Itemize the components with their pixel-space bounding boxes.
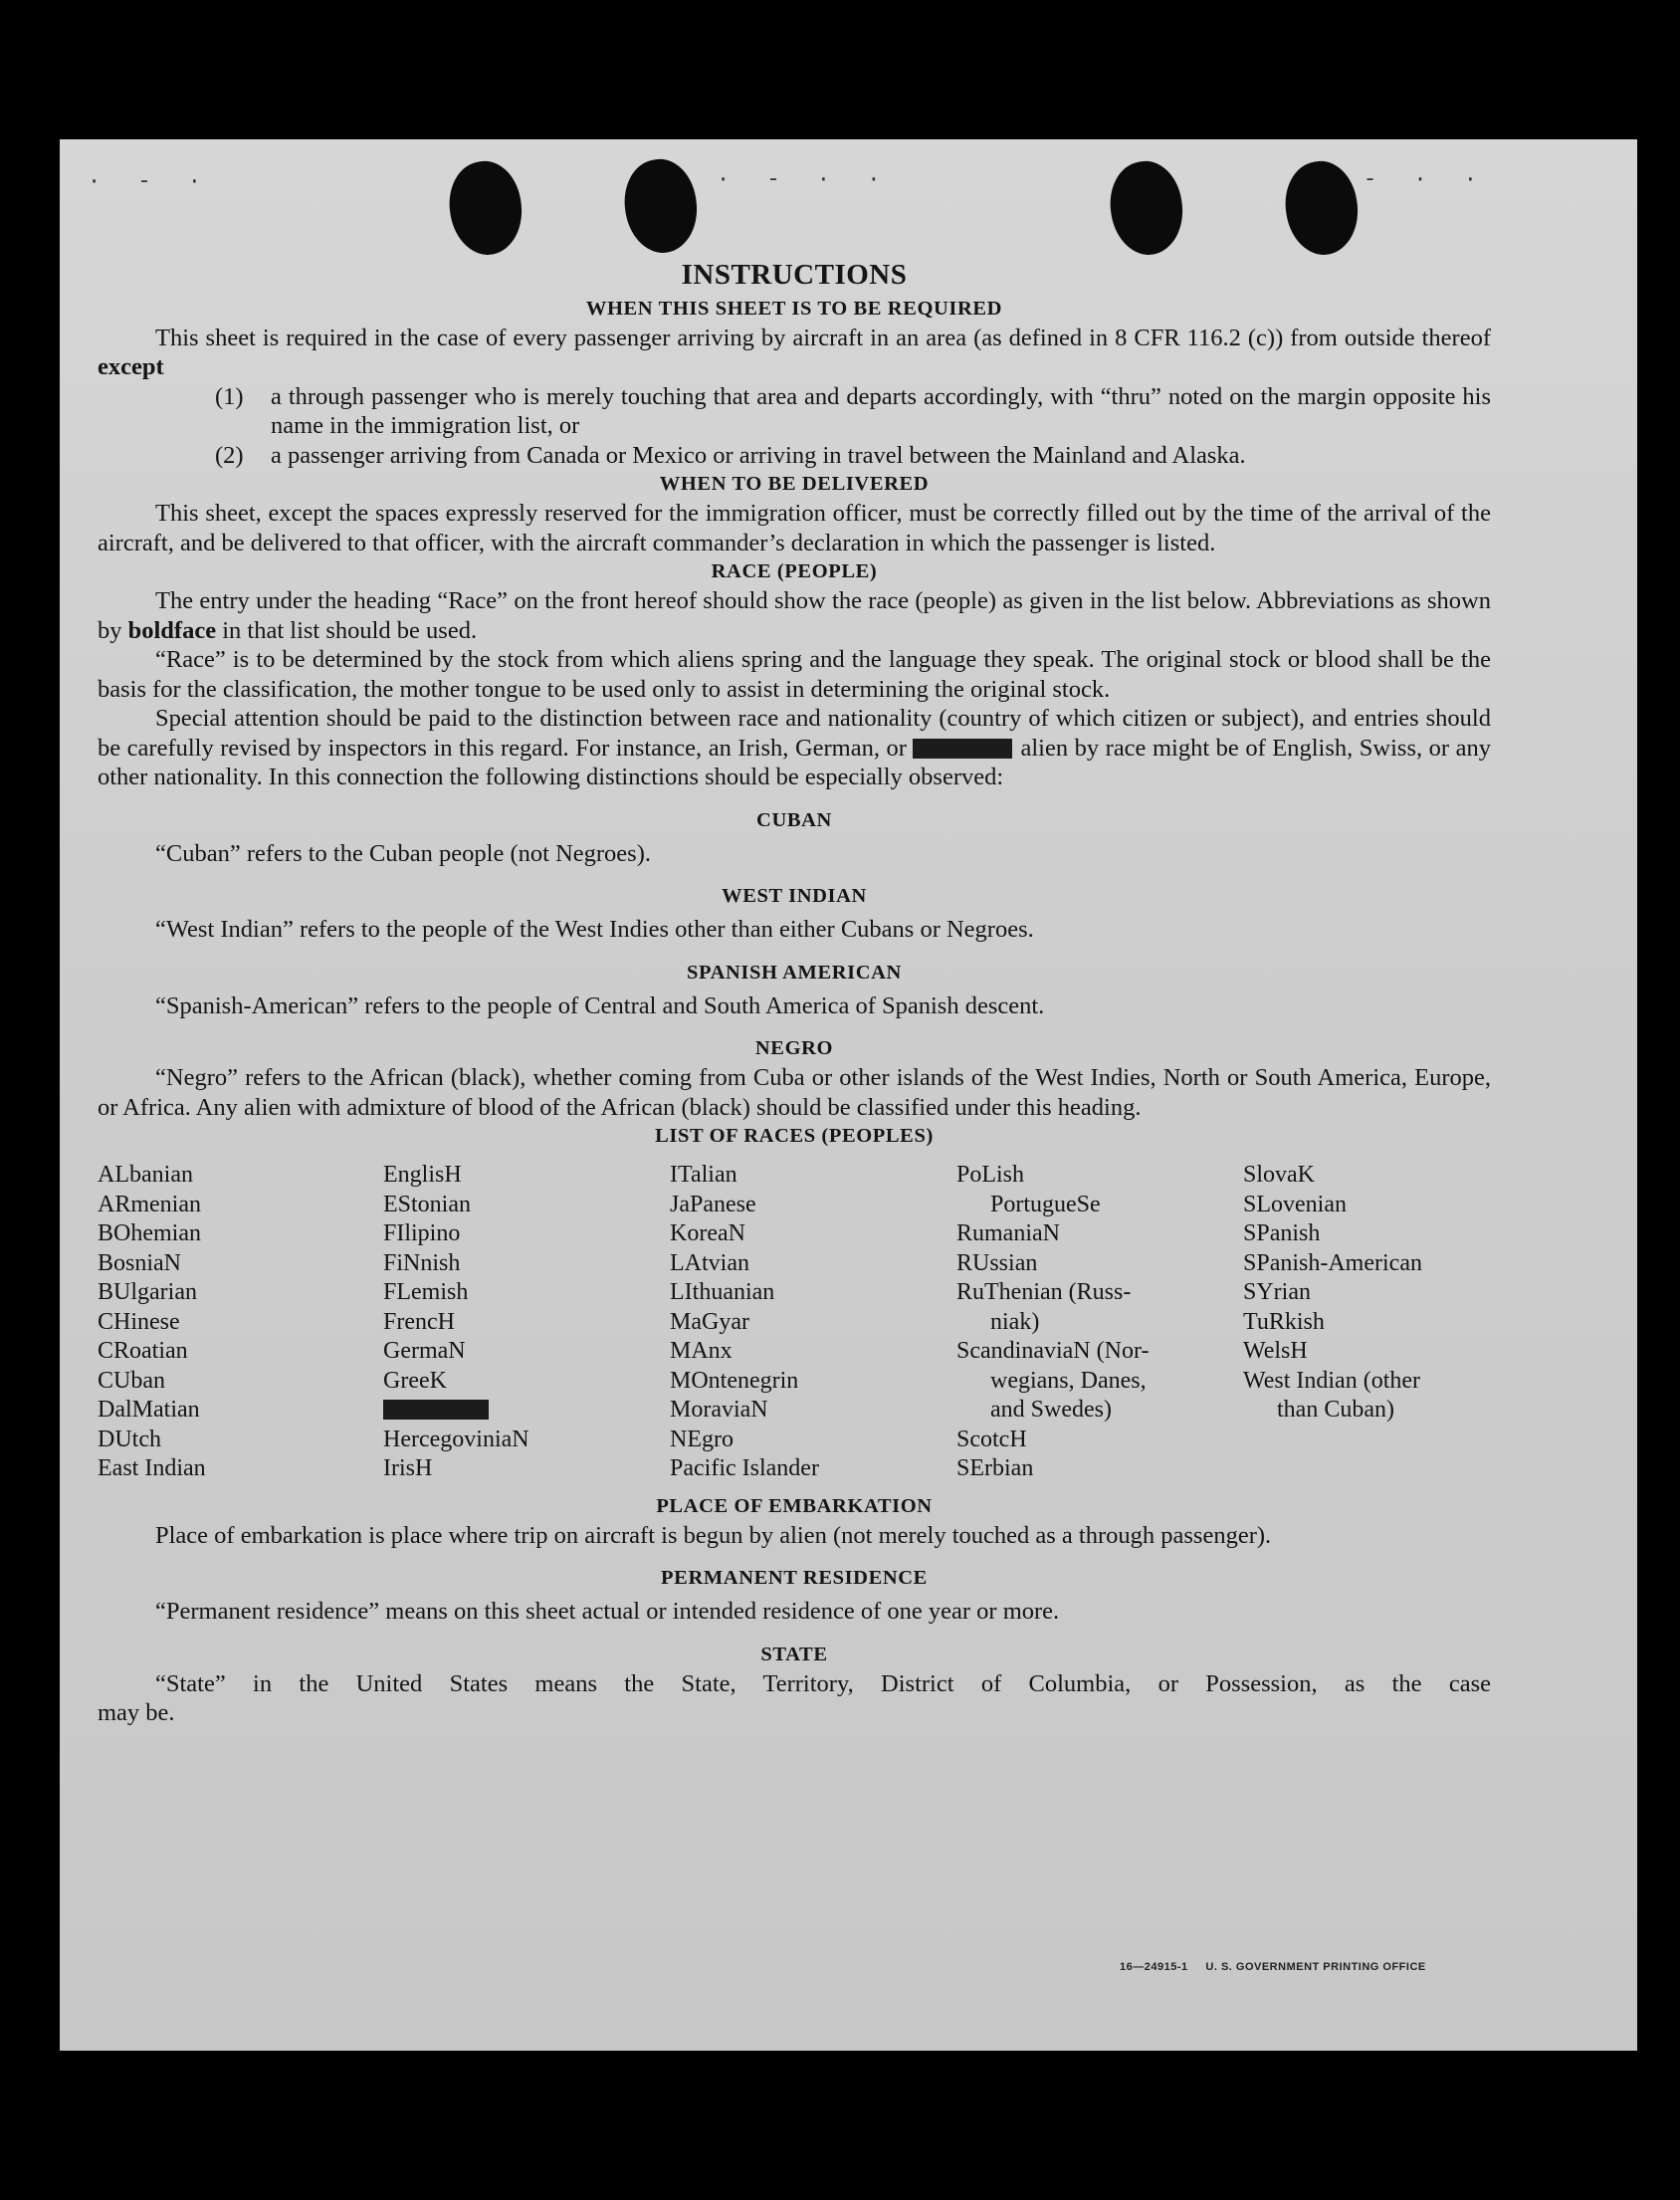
scan-noise: ‐ · · (1364, 167, 1490, 192)
race-entry: SlovaK (1243, 1162, 1315, 1188)
race-entry: ScotcH (956, 1426, 1027, 1452)
race-entry: PoLish (956, 1162, 1025, 1188)
heading-west-indian: WEST INDIAN (722, 885, 867, 907)
form-number: 16—24915-1 (1120, 1961, 1188, 1973)
printer-imprint: U. S. GOVERNMENT PRINTING OFFICE (1205, 1961, 1426, 1973)
race-entry: FrencH (383, 1308, 455, 1335)
heading-cuban: CUBAN (756, 808, 832, 831)
scan-noise: · ‐ · · (717, 167, 893, 192)
race-entry: EnglisH (383, 1162, 462, 1188)
race-entry: East Indian (98, 1455, 206, 1481)
page-title: INSTRUCTIONS (681, 259, 908, 291)
list-item: (1) a through passenger who is merely touching that area and departs accordingly, with “thru” noted on the margin opposite his name in the immigration list, or (215, 382, 1491, 439)
race-entry: KoreaN (670, 1220, 745, 1246)
race-entry: LIthuanian (670, 1279, 775, 1305)
list-item: (2) a passenger arriving from Canada or Mexico or arriving in travel between the Mainland and Alaska. (215, 441, 1246, 469)
paragraph-west-indian: “West Indian” refers to the people of the West Indies other than either Cubans or Negroes. (155, 916, 1034, 943)
races-column (1243, 1161, 1502, 1484)
race-entry: CHinese (98, 1308, 180, 1335)
race-entry: RuThenian (Russ- (956, 1279, 1132, 1305)
paragraph-race-1: The entry under the heading “Race” on the front hereof should show the race (people) as given in the list below. Abbreviations as shown by boldface in that list should be used. (98, 587, 1491, 644)
heading-race: RACE (PEOPLE) (711, 560, 878, 582)
race-entry: TuRkish (1243, 1308, 1325, 1335)
race-entry: NEgro (670, 1426, 734, 1452)
heading-permanent-residence: PERMANENT RESIDENCE (661, 1567, 928, 1589)
heading-when-required: WHEN THIS SHEET IS TO BE REQUIRED (585, 297, 1003, 320)
race-entry-continued: and Swedes) (990, 1397, 1112, 1423)
race-entry-continued: PortugueSe (990, 1191, 1101, 1217)
race-entry-continued: niak) (990, 1308, 1040, 1335)
races-column (383, 1161, 670, 1484)
race-entry: SYrian (1243, 1279, 1311, 1305)
paragraph-race-3: Special attention should be paid to the distinction between race and nationality (country of which citizen or subject), and entries should be carefully revised by inspectors in this regard. For instance, an Irish, German, or alien by race might be of English, Swiss, or any other nationality. In this connection the following distinctions should be especially observed: (98, 705, 1491, 790)
race-entry: ALbanian (98, 1162, 193, 1188)
race-entry: SErbian (956, 1455, 1034, 1481)
race-entry: JaPanese (670, 1191, 756, 1217)
races-list (98, 1161, 1491, 1484)
race-entry: BUlgarian (98, 1279, 197, 1305)
race-entry: LAtvian (670, 1249, 749, 1276)
race-entry: SPanish-American (1243, 1249, 1422, 1276)
race-entry: CRoatian (98, 1338, 188, 1364)
race-entry: BosniaN (98, 1249, 181, 1276)
paragraph-when-required: This sheet is required in the case of every passenger arriving by aircraft in an area (as defined in 8 CFR 116.2 (c)) from outside thereof except (98, 324, 1491, 380)
instructions-body (98, 261, 1491, 1728)
race-entry: GreeK (383, 1367, 447, 1394)
race-entry: CUban (98, 1367, 165, 1394)
punch-hole (1278, 155, 1365, 260)
paragraph-negro: “Negro” refers to the African (black), whether coming from Cuba or other islands of the West Indies, North or South America, Europe, or Africa. Any alien with admixture of blood of the African (black) should be classified under this heading. (98, 1064, 1491, 1121)
race-entry-continued: wegians, Danes, (990, 1367, 1147, 1394)
race-entry: MoraviaN (670, 1397, 768, 1423)
race-entry: DUtch (98, 1426, 161, 1452)
form-footer (1120, 1961, 1426, 1973)
race-entry: FiNnish (383, 1249, 461, 1276)
race-entry: HercegoviniaN (383, 1426, 529, 1452)
race-entry-continued: than Cuban) (1277, 1397, 1394, 1423)
redacted-word (383, 1400, 489, 1420)
race-entry: MaGyar (670, 1308, 749, 1335)
races-column (670, 1161, 956, 1484)
race-entry: RUssian (956, 1249, 1038, 1276)
race-entry: SPanish (1243, 1220, 1321, 1246)
paragraph-embarkation: Place of embarkation is place where trip on aircraft is begun by alien (not merely touched as a through passenger). (155, 1521, 1272, 1549)
race-entry: MAnx (670, 1338, 733, 1364)
race-entry: RumaniaN (956, 1220, 1060, 1246)
paragraph-cuban: “Cuban” refers to the Cuban people (not Negroes). (155, 839, 651, 867)
punch-hole (1103, 155, 1189, 260)
race-entry: Pacific Islander (670, 1455, 819, 1481)
races-column (956, 1161, 1243, 1484)
race-entry: GermaN (383, 1338, 466, 1364)
race-entry: WelsH (1243, 1338, 1308, 1364)
heading-place-of-embarkation: PLACE OF EMBARKATION (656, 1494, 933, 1517)
race-entry: BOhemian (98, 1220, 201, 1246)
redacted-race-entry (383, 1396, 670, 1426)
race-entry: ARmenian (98, 1191, 201, 1217)
scan-noise: · ‐ · (88, 169, 214, 194)
punch-hole (617, 153, 704, 258)
paragraph-state-line-1: “State” in the United States means the State, Territory, District of Columbia, or Possession, as the case (155, 1669, 1491, 1697)
race-entry: ScandinaviaN (Nor- (956, 1338, 1150, 1364)
race-entry: SLovenian (1243, 1191, 1347, 1217)
races-column (98, 1161, 383, 1484)
heading-list-of-races: LIST OF RACES (PEOPLES) (655, 1125, 934, 1147)
paragraph-residence: “Permanent residence” means on this sheet actual or intended residence of one year or more. (155, 1598, 1060, 1625)
race-entry: EStonian (383, 1191, 471, 1217)
paragraph-spanish-american: “Spanish-American” refers to the people of Central and South America of Spanish descent. (155, 991, 1045, 1019)
punch-hole (442, 155, 528, 260)
heading-state: STATE (760, 1643, 828, 1665)
heading-when-delivered: WHEN TO BE DELIVERED (659, 473, 930, 495)
race-entry: FLemish (383, 1279, 469, 1305)
race-entry: ITalian (670, 1162, 737, 1188)
race-entry: FIlipino (383, 1220, 461, 1246)
paragraph-when-delivered: This sheet, except the spaces expressly reserved for the immigration officer, must be correctly filled out by the time of the arrival of the aircraft, and be delivered to that officer, with the aircraft commander’s declaration in which the passenger is listed. (98, 500, 1491, 556)
paragraph-state-line-2: may be. (98, 1699, 175, 1726)
race-entry: MOntenegrin (670, 1367, 799, 1394)
race-entry: West Indian (other (1243, 1367, 1421, 1394)
race-entry: IrisH (383, 1455, 433, 1481)
heading-negro: NEGRO (754, 1037, 834, 1059)
paragraph-race-2: “Race” is to be determined by the stock from which aliens spring and the language they speak. The original stock or blood shall be the basis for the classification, the mother tongue to be used only to assist in determining the original stock. (98, 646, 1491, 703)
heading-spanish-american: SPANISH AMERICAN (687, 961, 902, 984)
race-entry: DalMatian (98, 1397, 200, 1423)
redacted-word (913, 739, 1012, 759)
